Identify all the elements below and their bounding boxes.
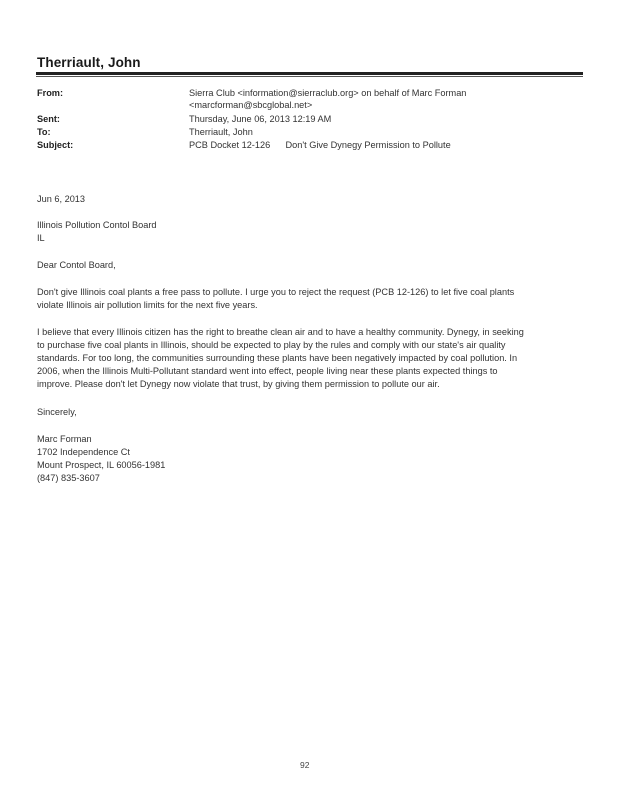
- recipient-name-heading: Therriault, John: [37, 55, 141, 70]
- paragraph-1-line: Don't give Illinois coal plants a free pass to pollute. I urge you to reject the request (PCB 12-126) to let five coal plants: [37, 287, 515, 297]
- closing: Sincerely,: [37, 407, 77, 417]
- to-value: Therriault, John: [189, 127, 253, 137]
- sent-value: Thursday, June 06, 2013 12:19 AM: [189, 114, 332, 124]
- signature-phone: (847) 835-3607: [37, 473, 100, 483]
- paragraph-2-line: to purchase five coal plants in Illinois, should be expected to play by the rules and comply with our state's air quality: [37, 340, 506, 350]
- subject-label: Subject:: [37, 140, 74, 150]
- paragraph-2-line: standards. For too long, the communities surrounding these plants have been negatively impacted by coal pollution. In: [37, 353, 518, 363]
- paragraph-2-line: improve. Please don't let Dynegy now violate that trust, by giving them permission to pollute our air.: [37, 379, 440, 389]
- recipient-org: Illinois Pollution Contol Board: [37, 220, 157, 230]
- recipient-state: IL: [37, 233, 45, 243]
- page-number: 92: [300, 760, 310, 770]
- subject-value: PCB Docket 12-126 Don't Give Dynegy Permission to Pollute: [189, 140, 451, 150]
- sent-label: Sent:: [37, 114, 60, 124]
- to-label: To:: [37, 127, 51, 137]
- paragraph-2-line: 2006, when the Illinois Multi-Pollutant standard went into effect, people living near these plants expected things to: [37, 366, 498, 376]
- signature-city: Mount Prospect, IL 60056-1981: [37, 460, 166, 470]
- salutation: Dear Contol Board,: [37, 260, 116, 270]
- header-rule-thin: [36, 76, 583, 77]
- from-value: Sierra Club <information@sierraclub.org> on behalf of Marc Forman: [189, 88, 467, 98]
- signature-address: 1702 Independence Ct: [37, 447, 130, 457]
- from-label: From:: [37, 88, 64, 98]
- paragraph-2-line: I believe that every Illinois citizen has the right to breathe clean air and to have a healthy community. Dynegy, in seeking: [37, 327, 524, 337]
- signature-name: Marc Forman: [37, 434, 92, 444]
- from-value-email: <marcforman@sbcglobal.net>: [189, 100, 313, 110]
- date-line: Jun 6, 2013: [37, 194, 86, 204]
- header-rule: [36, 72, 583, 75]
- paragraph-1-line: violate Illinois air pollution limits for the next five years.: [37, 300, 258, 310]
